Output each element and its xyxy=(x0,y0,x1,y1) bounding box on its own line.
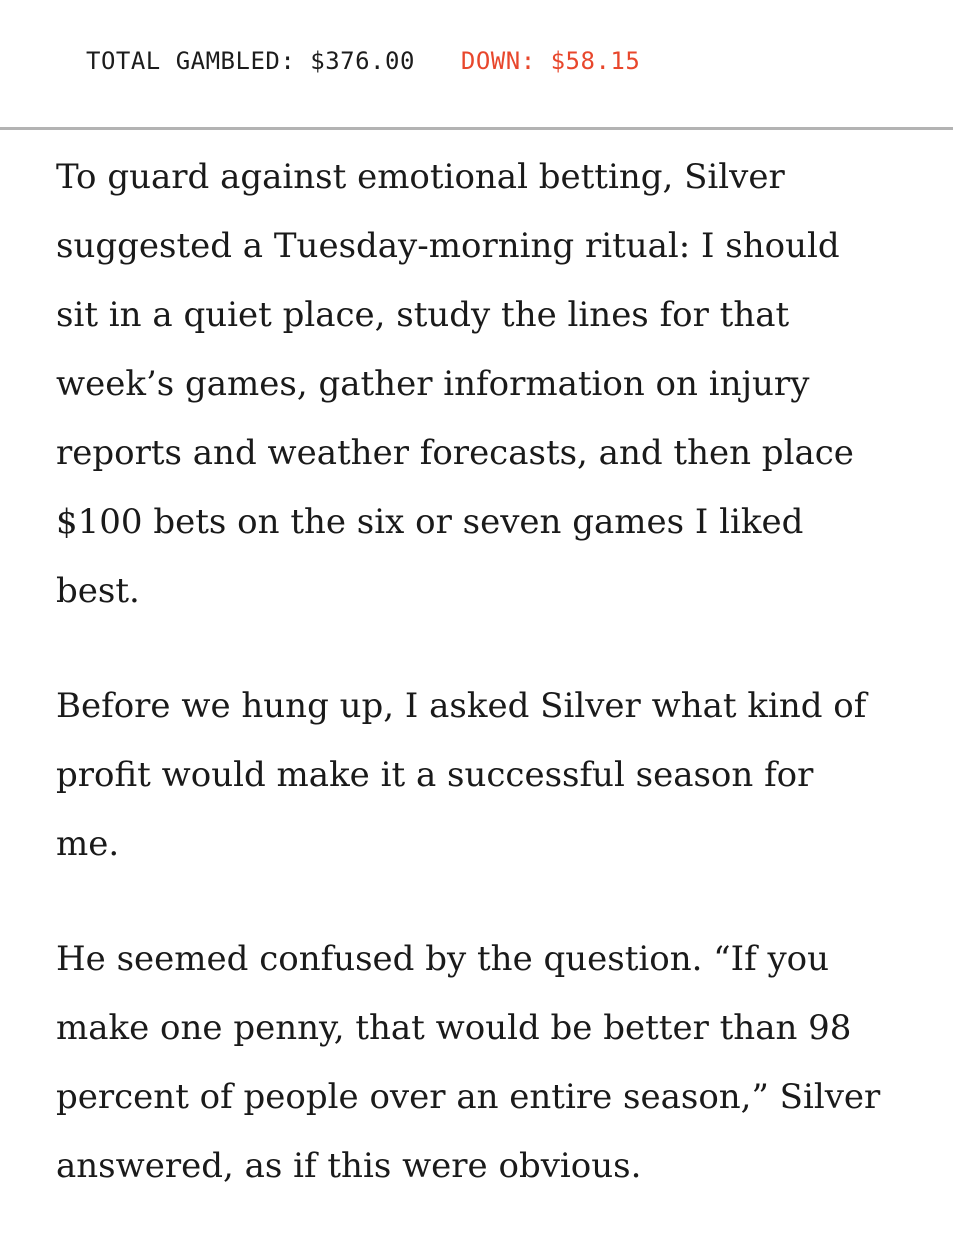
paragraph-line: best. xyxy=(56,571,140,611)
paragraph-line: $100 bets on the six or seven games I liked xyxy=(56,502,804,542)
paragraph-question xyxy=(56,672,936,879)
paragraph-answer xyxy=(56,925,936,1201)
paragraph-line: week’s games, gather information on injury xyxy=(56,364,810,404)
paragraph-line: Before we hung up, I asked Silver what kind of xyxy=(56,686,867,726)
total-gambled xyxy=(86,47,415,75)
down-label: DOWN: xyxy=(460,47,536,75)
paragraph-line: To guard against emotional betting, Silver xyxy=(56,157,785,197)
paragraph-ritual xyxy=(56,143,936,626)
paragraph-line: answered, as if this were obvious. xyxy=(56,1146,642,1186)
gambling-tally-bar xyxy=(0,0,953,130)
paragraph-line: reports and weather forecasts, and then place xyxy=(56,433,854,473)
down-amount xyxy=(461,47,640,75)
paragraph-line: suggested a Tuesday-morning ritual: I should xyxy=(56,226,840,266)
paragraph-line: He seemed confused by the question. “If you xyxy=(56,939,830,979)
tally-row xyxy=(86,44,640,78)
total-gambled-label: TOTAL GAMBLED: xyxy=(86,47,296,75)
paragraph-line: me. xyxy=(56,824,120,864)
article-body xyxy=(56,143,936,1247)
paragraph-line: profit would make it a successful season for xyxy=(56,755,814,795)
paragraph-line: sit in a quiet place, study the lines for that xyxy=(56,295,790,335)
total-gambled-value: $376.00 xyxy=(310,47,415,75)
paragraph-line: percent of people over an entire season,” Silver xyxy=(56,1077,881,1117)
down-value: $58.15 xyxy=(550,47,641,75)
paragraph-line: make one penny, that would be better than 98 xyxy=(56,1008,852,1048)
